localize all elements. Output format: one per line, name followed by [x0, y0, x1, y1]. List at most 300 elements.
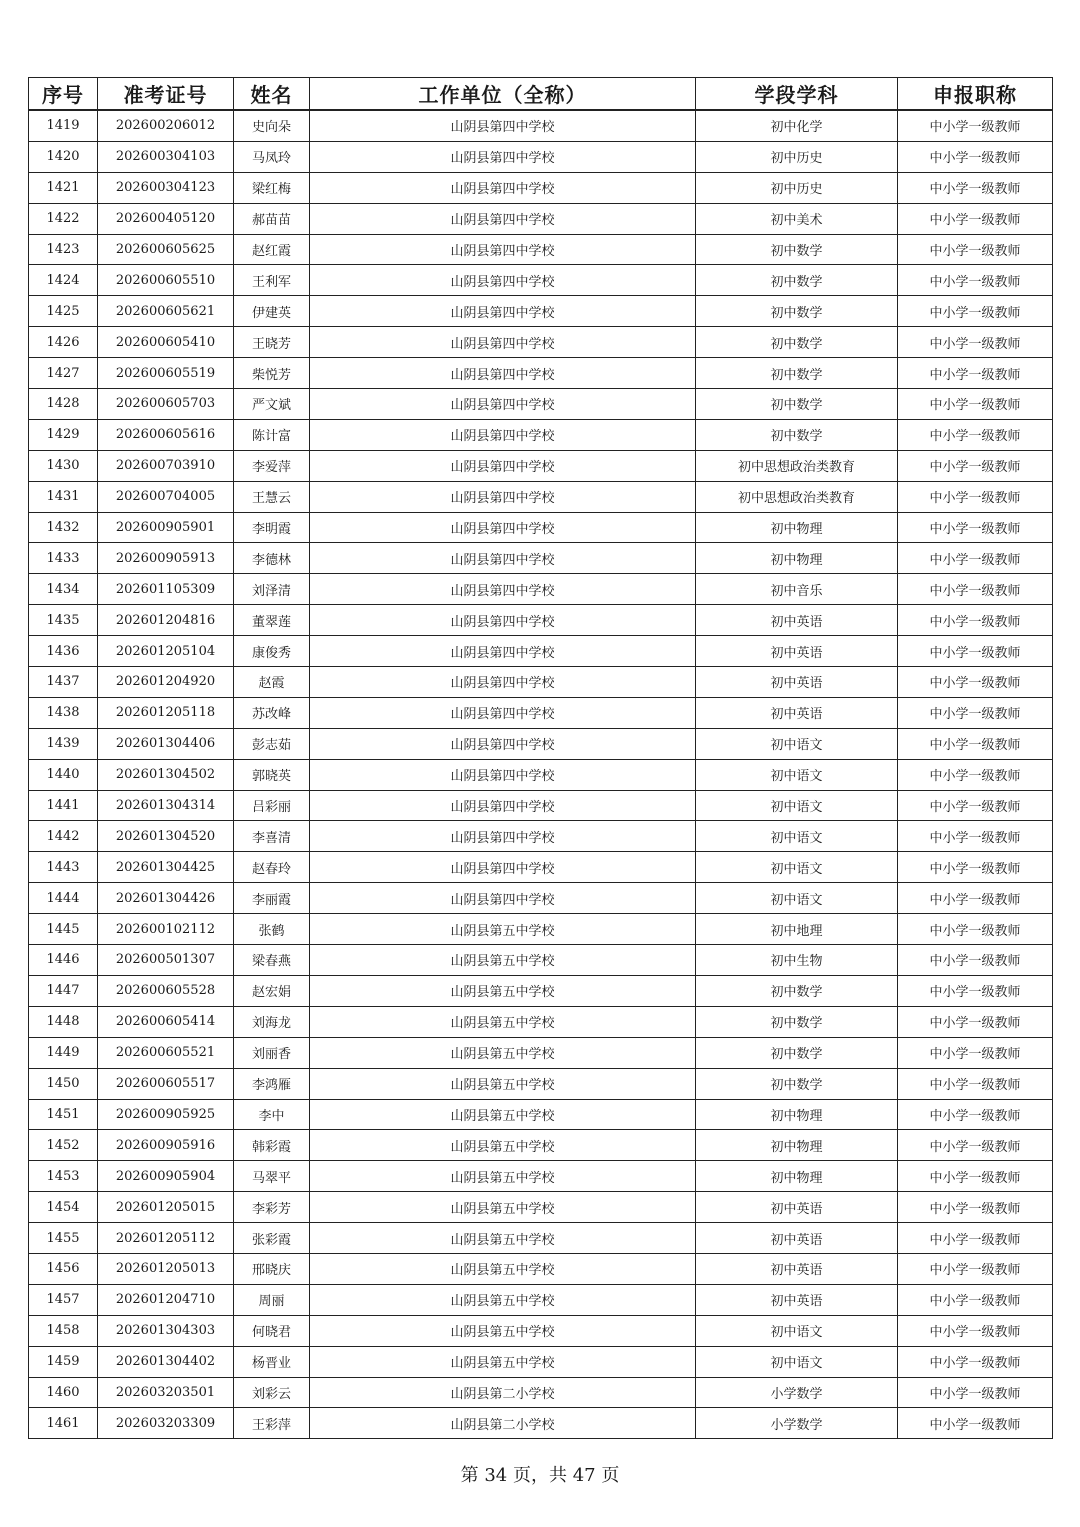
cell-admission-number: 202601304425	[98, 852, 234, 883]
cell-name: 李喜清	[234, 821, 310, 852]
cell-work-unit: 山阴县第四中学校	[310, 265, 696, 296]
table-row	[29, 481, 1053, 512]
table-row	[29, 945, 1053, 976]
header-work-unit: 工作单位（全称）	[310, 78, 696, 111]
cell-subject: 初中语文	[696, 728, 898, 759]
cell-title: 中小学一级教师	[898, 759, 1053, 790]
cell-name: 梁春燕	[234, 945, 310, 976]
cell-admission-number: 202601205015	[98, 1192, 234, 1223]
cell-work-unit: 山阴县第四中学校	[310, 759, 696, 790]
table-row	[29, 852, 1053, 883]
cell-work-unit: 山阴县第四中学校	[310, 419, 696, 450]
cell-work-unit: 山阴县第四中学校	[310, 110, 696, 141]
cell-title: 中小学一级教师	[898, 1161, 1053, 1192]
table-row	[29, 512, 1053, 543]
table-row	[29, 265, 1053, 296]
cell-admission-number: 202600501307	[98, 945, 234, 976]
table-row	[29, 450, 1053, 481]
cell-name: 刘丽香	[234, 1037, 310, 1068]
cell-name: 赵春玲	[234, 852, 310, 883]
cell-subject: 初中数学	[696, 358, 898, 389]
cell-subject: 初中英语	[696, 1223, 898, 1254]
table-row	[29, 1315, 1053, 1346]
cell-subject: 初中思想政治类教育	[696, 481, 898, 512]
cell-admission-number: 202600102112	[98, 914, 234, 945]
cell-title: 中小学一级教师	[898, 512, 1053, 543]
table-row	[29, 883, 1053, 914]
cell-title: 中小学一级教师	[898, 172, 1053, 203]
header-subject: 学段学科	[696, 78, 898, 111]
cell-serial: 1449	[29, 1037, 98, 1068]
page-footer	[0, 1461, 1080, 1487]
table-row	[29, 203, 1053, 234]
cell-name: 赵红霞	[234, 234, 310, 265]
cell-admission-number: 202600905925	[98, 1099, 234, 1130]
cell-work-unit: 山阴县第四中学校	[310, 605, 696, 636]
cell-subject: 初中英语	[696, 1192, 898, 1223]
cell-serial: 1426	[29, 327, 98, 358]
cell-subject: 初中物理	[696, 1161, 898, 1192]
cell-serial: 1452	[29, 1130, 98, 1161]
cell-title: 中小学一级教师	[898, 1192, 1053, 1223]
table-row	[29, 296, 1053, 327]
cell-serial: 1420	[29, 141, 98, 172]
table-row	[29, 1192, 1053, 1223]
cell-title: 中小学一级教师	[898, 1223, 1053, 1254]
cell-admission-number: 202600704005	[98, 481, 234, 512]
cell-name: 刘泽清	[234, 574, 310, 605]
cell-serial: 1439	[29, 728, 98, 759]
cell-serial: 1425	[29, 296, 98, 327]
table-header-row	[29, 78, 1053, 111]
table-row	[29, 667, 1053, 698]
cell-title: 中小学一级教师	[898, 296, 1053, 327]
cell-name: 苏改峰	[234, 697, 310, 728]
cell-work-unit: 山阴县第四中学校	[310, 574, 696, 605]
cell-serial: 1434	[29, 574, 98, 605]
cell-name: 柴悦芳	[234, 358, 310, 389]
cell-admission-number: 202601204920	[98, 667, 234, 698]
cell-subject: 小学数学	[696, 1408, 898, 1439]
cell-work-unit: 山阴县第五中学校	[310, 1346, 696, 1377]
cell-subject: 初中数学	[696, 1006, 898, 1037]
cell-subject: 初中语文	[696, 883, 898, 914]
cell-subject: 初中生物	[696, 945, 898, 976]
cell-work-unit: 山阴县第四中学校	[310, 821, 696, 852]
cell-serial: 1447	[29, 975, 98, 1006]
cell-subject: 初中历史	[696, 141, 898, 172]
cell-name: 严文斌	[234, 389, 310, 420]
cell-serial: 1438	[29, 697, 98, 728]
table-row	[29, 172, 1053, 203]
cell-name: 何晓君	[234, 1315, 310, 1346]
cell-admission-number: 202600605528	[98, 975, 234, 1006]
table-body	[29, 110, 1053, 1439]
table-row	[29, 141, 1053, 172]
cell-name: 陈计富	[234, 419, 310, 450]
table-row	[29, 543, 1053, 574]
cell-serial: 1427	[29, 358, 98, 389]
cell-work-unit: 山阴县第四中学校	[310, 636, 696, 667]
cell-title: 中小学一级教师	[898, 389, 1053, 420]
footer-total-pages: 47	[572, 1465, 596, 1486]
cell-subject: 初中语文	[696, 852, 898, 883]
cell-admission-number: 202600703910	[98, 450, 234, 481]
cell-subject: 初中数学	[696, 975, 898, 1006]
table-row	[29, 1346, 1053, 1377]
table-row	[29, 1006, 1053, 1037]
cell-admission-number: 202600605703	[98, 389, 234, 420]
table-row	[29, 697, 1053, 728]
cell-name: 史向朵	[234, 110, 310, 141]
cell-serial: 1456	[29, 1253, 98, 1284]
cell-subject: 初中英语	[696, 697, 898, 728]
cell-name: 王彩萍	[234, 1408, 310, 1439]
cell-name: 王慧云	[234, 481, 310, 512]
cell-work-unit: 山阴县第四中学校	[310, 790, 696, 821]
cell-work-unit: 山阴县第五中学校	[310, 945, 696, 976]
cell-work-unit: 山阴县第四中学校	[310, 172, 696, 203]
cell-work-unit: 山阴县第四中学校	[310, 450, 696, 481]
cell-work-unit: 山阴县第四中学校	[310, 234, 696, 265]
cell-name: 韩彩霞	[234, 1130, 310, 1161]
cell-title: 中小学一级教师	[898, 234, 1053, 265]
cell-serial: 1461	[29, 1408, 98, 1439]
cell-admission-number: 202601204816	[98, 605, 234, 636]
cell-serial: 1445	[29, 914, 98, 945]
cell-name: 吕彩丽	[234, 790, 310, 821]
table-row	[29, 1253, 1053, 1284]
cell-admission-number: 202601304502	[98, 759, 234, 790]
table-row	[29, 1284, 1053, 1315]
table-row	[29, 1068, 1053, 1099]
table-row	[29, 419, 1053, 450]
table-row	[29, 605, 1053, 636]
cell-name: 李鸿雁	[234, 1068, 310, 1099]
cell-admission-number: 202600905901	[98, 512, 234, 543]
cell-subject: 初中物理	[696, 512, 898, 543]
cell-admission-number: 202600605414	[98, 1006, 234, 1037]
cell-subject: 初中音乐	[696, 574, 898, 605]
cell-title: 中小学一级教师	[898, 1253, 1053, 1284]
cell-title: 中小学一级教师	[898, 1130, 1053, 1161]
cell-title: 中小学一级教师	[898, 481, 1053, 512]
cell-admission-number: 202600605616	[98, 419, 234, 450]
cell-work-unit: 山阴县第四中学校	[310, 389, 696, 420]
footer-suffix: 页	[601, 1465, 620, 1486]
cell-name: 李爱萍	[234, 450, 310, 481]
header-name: 姓名	[234, 78, 310, 111]
cell-subject: 初中语文	[696, 1315, 898, 1346]
cell-name: 李中	[234, 1099, 310, 1130]
cell-work-unit: 山阴县第五中学校	[310, 1315, 696, 1346]
cell-work-unit: 山阴县第四中学校	[310, 697, 696, 728]
cell-name: 彭志茹	[234, 728, 310, 759]
cell-admission-number: 202601304406	[98, 728, 234, 759]
cell-admission-number: 202600905913	[98, 543, 234, 574]
cell-subject: 初中语文	[696, 790, 898, 821]
cell-serial: 1458	[29, 1315, 98, 1346]
cell-name: 王晓芳	[234, 327, 310, 358]
cell-name: 赵宏娟	[234, 975, 310, 1006]
cell-admission-number: 202601105309	[98, 574, 234, 605]
cell-serial: 1428	[29, 389, 98, 420]
cell-admission-number: 202601204710	[98, 1284, 234, 1315]
cell-title: 中小学一级教师	[898, 945, 1053, 976]
cell-work-unit: 山阴县第二小学校	[310, 1377, 696, 1408]
table-row	[29, 389, 1053, 420]
cell-work-unit: 山阴县第五中学校	[310, 1006, 696, 1037]
cell-serial: 1460	[29, 1377, 98, 1408]
cell-subject: 初中思想政治类教育	[696, 450, 898, 481]
cell-admission-number: 202600304103	[98, 141, 234, 172]
cell-subject: 初中英语	[696, 667, 898, 698]
cell-title: 中小学一级教师	[898, 1006, 1053, 1037]
cell-work-unit: 山阴县第四中学校	[310, 358, 696, 389]
cell-admission-number: 202603203309	[98, 1408, 234, 1439]
cell-serial: 1444	[29, 883, 98, 914]
table-row	[29, 110, 1053, 141]
cell-serial: 1442	[29, 821, 98, 852]
cell-subject: 初中英语	[696, 605, 898, 636]
roster-table	[28, 77, 1053, 1439]
cell-subject: 初中数学	[696, 327, 898, 358]
cell-serial: 1437	[29, 667, 98, 698]
cell-title: 中小学一级教师	[898, 543, 1053, 574]
cell-work-unit: 山阴县第四中学校	[310, 543, 696, 574]
cell-subject: 小学数学	[696, 1377, 898, 1408]
footer-middle: 页，共	[513, 1465, 567, 1486]
cell-admission-number: 202601205013	[98, 1253, 234, 1284]
table-row	[29, 914, 1053, 945]
cell-title: 中小学一级教师	[898, 1346, 1053, 1377]
cell-name: 李德林	[234, 543, 310, 574]
cell-name: 李彩芳	[234, 1192, 310, 1223]
table-row	[29, 1037, 1053, 1068]
cell-title: 中小学一级教师	[898, 450, 1053, 481]
header-serial: 序号	[29, 78, 98, 111]
cell-name: 李明霞	[234, 512, 310, 543]
cell-serial: 1422	[29, 203, 98, 234]
table-row	[29, 1161, 1053, 1192]
cell-work-unit: 山阴县第五中学校	[310, 1192, 696, 1223]
cell-serial: 1436	[29, 636, 98, 667]
cell-name: 张鹤	[234, 914, 310, 945]
table-row	[29, 636, 1053, 667]
cell-serial: 1421	[29, 172, 98, 203]
table-row	[29, 327, 1053, 358]
cell-serial: 1424	[29, 265, 98, 296]
cell-name: 赵霞	[234, 667, 310, 698]
cell-work-unit: 山阴县第五中学校	[310, 1161, 696, 1192]
table-row	[29, 234, 1053, 265]
cell-title: 中小学一级教师	[898, 667, 1053, 698]
header-title: 申报职称	[898, 78, 1053, 111]
cell-serial: 1455	[29, 1223, 98, 1254]
cell-admission-number: 202600605519	[98, 358, 234, 389]
cell-work-unit: 山阴县第四中学校	[310, 296, 696, 327]
cell-title: 中小学一级教师	[898, 574, 1053, 605]
cell-serial: 1441	[29, 790, 98, 821]
roster-table-container	[28, 77, 1052, 1439]
cell-admission-number: 202600605625	[98, 234, 234, 265]
cell-title: 中小学一级教师	[898, 1099, 1053, 1130]
cell-admission-number: 202601304314	[98, 790, 234, 821]
cell-work-unit: 山阴县第五中学校	[310, 975, 696, 1006]
cell-admission-number: 202600605621	[98, 296, 234, 327]
cell-admission-number: 202600605521	[98, 1037, 234, 1068]
cell-subject: 初中数学	[696, 265, 898, 296]
cell-work-unit: 山阴县第五中学校	[310, 1037, 696, 1068]
cell-work-unit: 山阴县第五中学校	[310, 1068, 696, 1099]
cell-title: 中小学一级教师	[898, 1068, 1053, 1099]
cell-work-unit: 山阴县第四中学校	[310, 852, 696, 883]
cell-name: 梁红梅	[234, 172, 310, 203]
table-row	[29, 975, 1053, 1006]
cell-title: 中小学一级教师	[898, 141, 1053, 172]
cell-work-unit: 山阴县第五中学校	[310, 1284, 696, 1315]
cell-admission-number: 202601205112	[98, 1223, 234, 1254]
cell-serial: 1446	[29, 945, 98, 976]
cell-subject: 初中物理	[696, 1130, 898, 1161]
cell-subject: 初中数学	[696, 1068, 898, 1099]
header-admission-number: 准考证号	[98, 78, 234, 111]
footer-current-page: 34	[484, 1465, 508, 1486]
cell-admission-number: 202600304123	[98, 172, 234, 203]
cell-serial: 1443	[29, 852, 98, 883]
cell-subject: 初中数学	[696, 234, 898, 265]
cell-subject: 初中数学	[696, 296, 898, 327]
cell-name: 刘海龙	[234, 1006, 310, 1037]
cell-work-unit: 山阴县第四中学校	[310, 141, 696, 172]
cell-title: 中小学一级教师	[898, 636, 1053, 667]
cell-subject: 初中语文	[696, 759, 898, 790]
cell-serial: 1450	[29, 1068, 98, 1099]
table-row	[29, 1377, 1053, 1408]
cell-title: 中小学一级教师	[898, 203, 1053, 234]
cell-title: 中小学一级教师	[898, 327, 1053, 358]
cell-name: 王利军	[234, 265, 310, 296]
footer-prefix: 第	[460, 1465, 479, 1486]
cell-work-unit: 山阴县第二小学校	[310, 1408, 696, 1439]
cell-name: 杨晋业	[234, 1346, 310, 1377]
cell-subject: 初中数学	[696, 419, 898, 450]
cell-subject: 初中英语	[696, 1284, 898, 1315]
cell-work-unit: 山阴县第五中学校	[310, 1130, 696, 1161]
cell-subject: 初中地理	[696, 914, 898, 945]
cell-title: 中小学一级教师	[898, 883, 1053, 914]
cell-title: 中小学一级教师	[898, 790, 1053, 821]
cell-title: 中小学一级教师	[898, 605, 1053, 636]
cell-subject: 初中物理	[696, 1099, 898, 1130]
cell-work-unit: 山阴县第五中学校	[310, 1099, 696, 1130]
cell-subject: 初中历史	[696, 172, 898, 203]
cell-admission-number: 202601304402	[98, 1346, 234, 1377]
cell-subject: 初中美术	[696, 203, 898, 234]
cell-serial: 1454	[29, 1192, 98, 1223]
cell-work-unit: 山阴县第四中学校	[310, 512, 696, 543]
cell-name: 郝苗苗	[234, 203, 310, 234]
cell-name: 刘彩云	[234, 1377, 310, 1408]
cell-serial: 1429	[29, 419, 98, 450]
cell-admission-number: 202601304520	[98, 821, 234, 852]
cell-serial: 1448	[29, 1006, 98, 1037]
cell-serial: 1432	[29, 512, 98, 543]
cell-title: 中小学一级教师	[898, 419, 1053, 450]
cell-work-unit: 山阴县第五中学校	[310, 1253, 696, 1284]
cell-serial: 1430	[29, 450, 98, 481]
cell-name: 张彩霞	[234, 1223, 310, 1254]
cell-serial: 1440	[29, 759, 98, 790]
cell-title: 中小学一级教师	[898, 697, 1053, 728]
cell-work-unit: 山阴县第四中学校	[310, 481, 696, 512]
cell-admission-number: 202600905904	[98, 1161, 234, 1192]
cell-title: 中小学一级教师	[898, 1377, 1053, 1408]
cell-subject: 初中数学	[696, 1037, 898, 1068]
cell-title: 中小学一级教师	[898, 914, 1053, 945]
cell-subject: 初中语文	[696, 821, 898, 852]
cell-serial: 1451	[29, 1099, 98, 1130]
cell-title: 中小学一级教师	[898, 110, 1053, 141]
cell-admission-number: 202600605410	[98, 327, 234, 358]
cell-work-unit: 山阴县第四中学校	[310, 883, 696, 914]
cell-title: 中小学一级教师	[898, 1284, 1053, 1315]
cell-name: 周丽	[234, 1284, 310, 1315]
cell-name: 郭晓英	[234, 759, 310, 790]
cell-subject: 初中英语	[696, 636, 898, 667]
cell-admission-number: 202600605510	[98, 265, 234, 296]
cell-title: 中小学一级教师	[898, 265, 1053, 296]
cell-name: 李丽霞	[234, 883, 310, 914]
cell-serial: 1423	[29, 234, 98, 265]
table-row	[29, 821, 1053, 852]
cell-admission-number: 202603203501	[98, 1377, 234, 1408]
cell-subject: 初中数学	[696, 389, 898, 420]
table-row	[29, 358, 1053, 389]
table-row	[29, 1099, 1053, 1130]
table-row	[29, 790, 1053, 821]
cell-admission-number: 202600605517	[98, 1068, 234, 1099]
table-row	[29, 759, 1053, 790]
cell-work-unit: 山阴县第四中学校	[310, 327, 696, 358]
cell-serial: 1457	[29, 1284, 98, 1315]
cell-title: 中小学一级教师	[898, 358, 1053, 389]
cell-admission-number: 202600405120	[98, 203, 234, 234]
cell-work-unit: 山阴县第四中学校	[310, 728, 696, 759]
cell-serial: 1435	[29, 605, 98, 636]
cell-subject: 初中物理	[696, 543, 898, 574]
cell-serial: 1453	[29, 1161, 98, 1192]
cell-serial: 1433	[29, 543, 98, 574]
cell-admission-number: 202601304426	[98, 883, 234, 914]
cell-title: 中小学一级教师	[898, 1315, 1053, 1346]
cell-subject: 初中化学	[696, 110, 898, 141]
cell-title: 中小学一级教师	[898, 975, 1053, 1006]
cell-admission-number: 202601304303	[98, 1315, 234, 1346]
cell-admission-number: 202601205118	[98, 697, 234, 728]
cell-admission-number: 202600206012	[98, 110, 234, 141]
cell-title: 中小学一级教师	[898, 1408, 1053, 1439]
cell-serial: 1431	[29, 481, 98, 512]
cell-name: 伊建英	[234, 296, 310, 327]
cell-serial: 1419	[29, 110, 98, 141]
cell-subject: 初中语文	[696, 1346, 898, 1377]
cell-name: 马凤玲	[234, 141, 310, 172]
cell-name: 邢晓庆	[234, 1253, 310, 1284]
cell-title: 中小学一级教师	[898, 728, 1053, 759]
table-row	[29, 1223, 1053, 1254]
cell-name: 马翠平	[234, 1161, 310, 1192]
